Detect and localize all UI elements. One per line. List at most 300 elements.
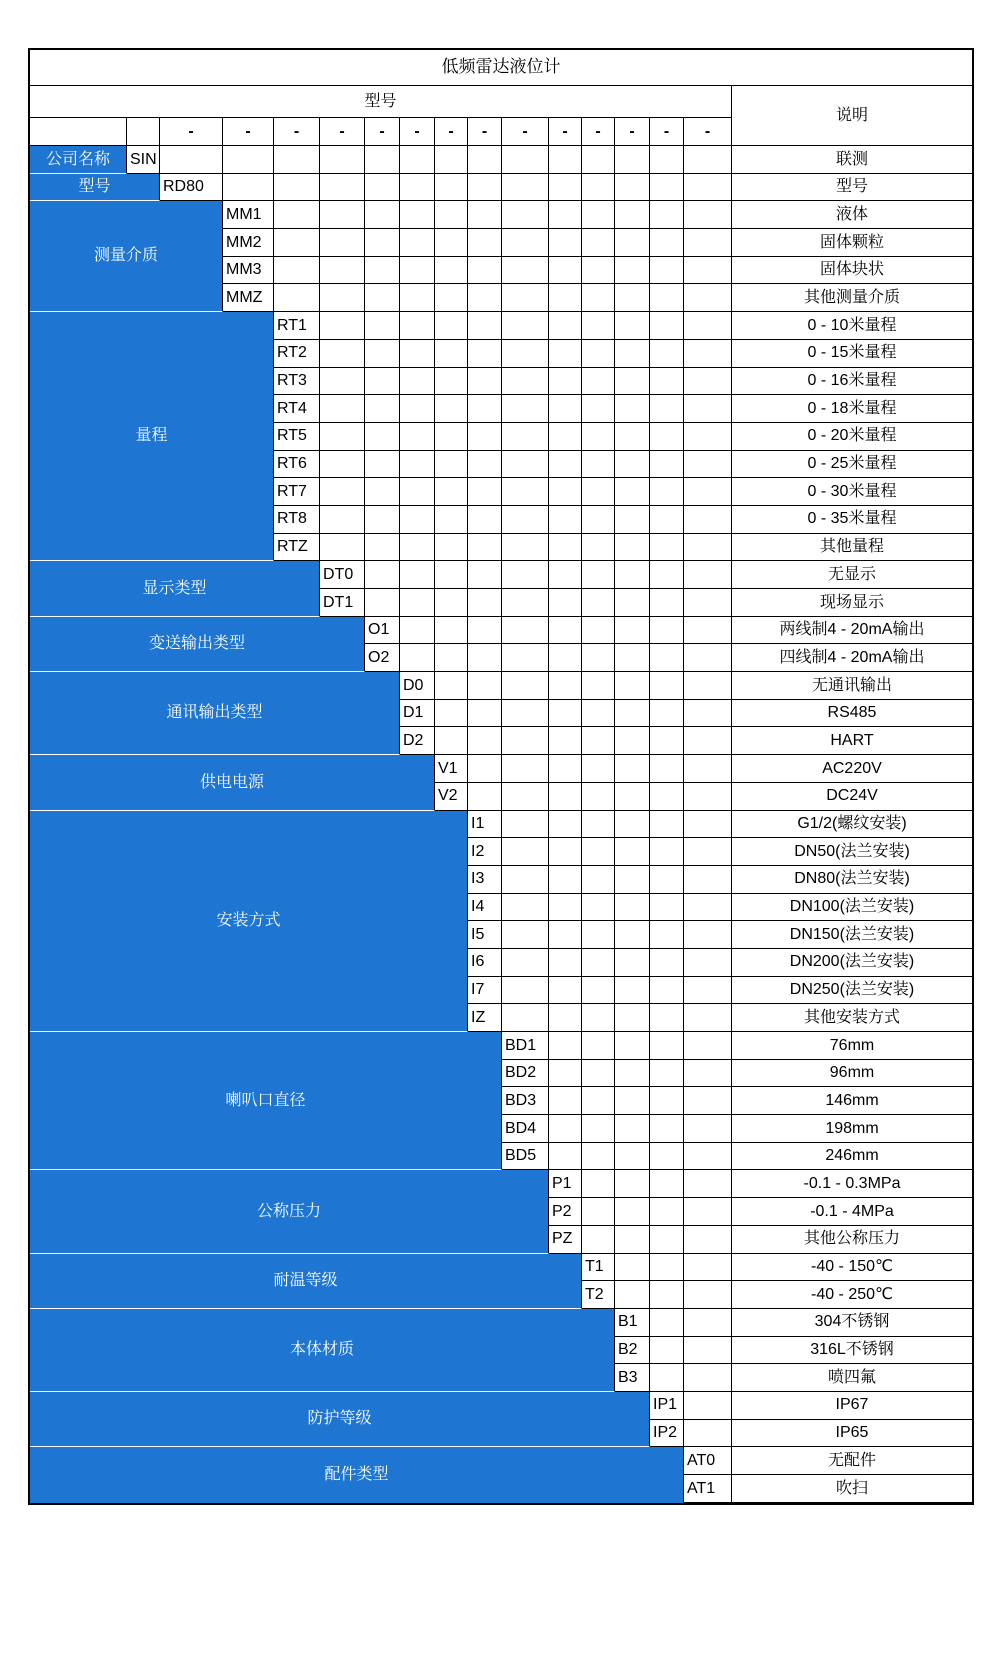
empty-cell bbox=[582, 727, 615, 755]
empty-cell bbox=[615, 1032, 650, 1060]
model-code-dash: - bbox=[582, 118, 615, 146]
empty-cell bbox=[468, 395, 502, 423]
empty-cell bbox=[365, 506, 400, 534]
empty-cell bbox=[468, 284, 502, 312]
empty-cell bbox=[549, 783, 582, 811]
empty-cell bbox=[549, 894, 582, 922]
empty-cell bbox=[365, 174, 400, 202]
empty-cell bbox=[582, 589, 615, 617]
empty-cell bbox=[400, 284, 435, 312]
empty-cell bbox=[549, 1060, 582, 1088]
empty-cell bbox=[549, 755, 582, 783]
empty-cell bbox=[615, 146, 650, 174]
empty-cell bbox=[502, 423, 549, 451]
empty-cell bbox=[650, 340, 684, 368]
description-cell: DN250(法兰安装) bbox=[732, 977, 972, 1005]
description-cell: 0 - 10米量程 bbox=[732, 312, 972, 340]
empty-cell bbox=[502, 478, 549, 506]
empty-cell bbox=[435, 340, 468, 368]
empty-cell bbox=[468, 201, 502, 229]
empty-cell bbox=[435, 451, 468, 479]
empty-cell bbox=[650, 1115, 684, 1143]
description-cell: 0 - 25米量程 bbox=[732, 451, 972, 479]
empty-cell bbox=[684, 921, 732, 949]
empty-cell bbox=[400, 478, 435, 506]
empty-cell bbox=[650, 1198, 684, 1226]
empty-cell bbox=[684, 672, 732, 700]
empty-cell bbox=[650, 1226, 684, 1254]
empty-cell bbox=[468, 589, 502, 617]
empty-cell bbox=[650, 783, 684, 811]
empty-cell bbox=[650, 146, 684, 174]
empty-cell bbox=[684, 1087, 732, 1115]
empty-cell bbox=[684, 700, 732, 728]
empty-cell bbox=[582, 838, 615, 866]
empty-cell bbox=[549, 284, 582, 312]
empty-cell bbox=[615, 1226, 650, 1254]
empty-cell bbox=[684, 783, 732, 811]
empty-cell bbox=[582, 977, 615, 1005]
empty-cell bbox=[650, 1170, 684, 1198]
code-cell: RT5 bbox=[274, 423, 320, 451]
empty-cell bbox=[684, 1198, 732, 1226]
empty-cell bbox=[320, 395, 365, 423]
description-cell: 无通讯输出 bbox=[732, 672, 972, 700]
description-cell: -40 - 250℃ bbox=[732, 1281, 972, 1309]
description-cell: 0 - 35米量程 bbox=[732, 506, 972, 534]
empty-cell bbox=[549, 506, 582, 534]
empty-cell bbox=[320, 257, 365, 285]
empty-cell bbox=[582, 1226, 615, 1254]
description-cell: 两线制4 - 20mA输出 bbox=[732, 617, 972, 645]
empty-cell bbox=[365, 201, 400, 229]
empty-cell bbox=[582, 811, 615, 839]
empty-cell bbox=[582, 1004, 615, 1032]
description-cell: DC24V bbox=[732, 783, 972, 811]
empty-cell bbox=[582, 174, 615, 202]
category-label: 量程 bbox=[30, 312, 274, 561]
empty-cell bbox=[684, 451, 732, 479]
empty-cell bbox=[468, 451, 502, 479]
empty-cell bbox=[615, 1004, 650, 1032]
empty-cell bbox=[468, 174, 502, 202]
empty-cell bbox=[650, 1309, 684, 1337]
empty-cell bbox=[549, 1143, 582, 1171]
code-cell: MM1 bbox=[223, 201, 274, 229]
description-cell: 0 - 15米量程 bbox=[732, 340, 972, 368]
code-cell: D0 bbox=[400, 672, 435, 700]
empty-cell bbox=[650, 589, 684, 617]
code-cell: DT0 bbox=[320, 561, 365, 589]
empty-cell bbox=[502, 755, 549, 783]
empty-cell bbox=[468, 561, 502, 589]
empty-cell bbox=[582, 561, 615, 589]
table-row bbox=[30, 1309, 972, 1337]
code-cell: RT7 bbox=[274, 478, 320, 506]
empty-cell bbox=[549, 1032, 582, 1060]
empty-cell bbox=[615, 894, 650, 922]
empty-cell bbox=[400, 229, 435, 257]
description-cell: 246mm bbox=[732, 1143, 972, 1171]
empty-cell bbox=[549, 617, 582, 645]
description-cell: 喷四氟 bbox=[732, 1364, 972, 1392]
empty-cell bbox=[468, 257, 502, 285]
empty-cell bbox=[468, 700, 502, 728]
empty-cell bbox=[650, 644, 684, 672]
empty-cell bbox=[468, 146, 502, 174]
empty-cell bbox=[615, 340, 650, 368]
empty-cell bbox=[582, 506, 615, 534]
table-row bbox=[30, 755, 972, 783]
empty-cell bbox=[650, 755, 684, 783]
description-column-header: 说明 bbox=[732, 86, 972, 146]
empty-cell bbox=[320, 340, 365, 368]
empty-cell bbox=[615, 977, 650, 1005]
empty-cell bbox=[650, 174, 684, 202]
table-row bbox=[30, 672, 972, 700]
empty-cell bbox=[650, 451, 684, 479]
empty-cell bbox=[400, 257, 435, 285]
empty-cell bbox=[468, 368, 502, 396]
empty-cell bbox=[320, 478, 365, 506]
empty-cell bbox=[582, 257, 615, 285]
empty-cell bbox=[435, 617, 468, 645]
empty-cell bbox=[684, 146, 732, 174]
empty-cell bbox=[468, 229, 502, 257]
category-label: 型号 bbox=[30, 174, 160, 202]
empty-cell bbox=[684, 838, 732, 866]
empty-cell bbox=[502, 921, 549, 949]
empty-cell bbox=[684, 811, 732, 839]
category-label: 显示类型 bbox=[30, 561, 320, 616]
empty-cell bbox=[435, 257, 468, 285]
empty-cell bbox=[684, 561, 732, 589]
description-cell: 四线制4 - 20mA输出 bbox=[732, 644, 972, 672]
empty-cell bbox=[549, 229, 582, 257]
empty-cell bbox=[435, 700, 468, 728]
code-cell: BD3 bbox=[502, 1087, 549, 1115]
empty-cell bbox=[365, 451, 400, 479]
empty-cell bbox=[684, 1337, 732, 1365]
empty-cell bbox=[684, 506, 732, 534]
table-row bbox=[30, 1254, 972, 1282]
empty-cell bbox=[582, 423, 615, 451]
empty-cell bbox=[274, 284, 320, 312]
empty-cell bbox=[549, 534, 582, 562]
model-code-dash: - bbox=[435, 118, 468, 146]
description-cell: 其他量程 bbox=[732, 534, 972, 562]
title-row bbox=[30, 50, 972, 86]
empty-cell bbox=[502, 284, 549, 312]
description-cell: 其他测量介质 bbox=[732, 284, 972, 312]
model-code-dash: - bbox=[365, 118, 400, 146]
empty-cell bbox=[435, 506, 468, 534]
table-row bbox=[30, 561, 972, 589]
model-code-dash: - bbox=[223, 118, 274, 146]
description-cell: 无配件 bbox=[732, 1447, 972, 1475]
code-cell: MM3 bbox=[223, 257, 274, 285]
empty-cell bbox=[615, 284, 650, 312]
empty-cell bbox=[582, 312, 615, 340]
empty-cell bbox=[582, 644, 615, 672]
empty-cell bbox=[615, 534, 650, 562]
empty-cell bbox=[502, 838, 549, 866]
empty-cell bbox=[582, 284, 615, 312]
empty-cell bbox=[549, 700, 582, 728]
code-cell: I2 bbox=[468, 838, 502, 866]
empty-cell bbox=[684, 1420, 732, 1448]
empty-cell bbox=[650, 561, 684, 589]
code-cell: B2 bbox=[615, 1337, 650, 1365]
empty-cell bbox=[650, 1254, 684, 1282]
empty-cell bbox=[650, 1143, 684, 1171]
code-cell: BD1 bbox=[502, 1032, 549, 1060]
empty-cell bbox=[502, 700, 549, 728]
table-row bbox=[30, 1032, 972, 1060]
empty-cell bbox=[320, 284, 365, 312]
code-cell: D1 bbox=[400, 700, 435, 728]
empty-cell bbox=[615, 478, 650, 506]
code-cell: BD4 bbox=[502, 1115, 549, 1143]
empty-cell bbox=[400, 368, 435, 396]
empty-cell bbox=[582, 340, 615, 368]
empty-cell bbox=[684, 1226, 732, 1254]
code-cell: B1 bbox=[615, 1309, 650, 1337]
empty-cell bbox=[502, 672, 549, 700]
empty-cell bbox=[365, 395, 400, 423]
empty-cell bbox=[650, 866, 684, 894]
empty-cell bbox=[502, 174, 549, 202]
empty-cell bbox=[615, 949, 650, 977]
code-cell: P2 bbox=[549, 1198, 582, 1226]
empty-cell bbox=[502, 589, 549, 617]
empty-cell bbox=[684, 1281, 732, 1309]
empty-cell bbox=[615, 561, 650, 589]
table-row bbox=[30, 617, 972, 645]
empty-cell bbox=[365, 423, 400, 451]
table-row bbox=[30, 146, 972, 174]
empty-cell bbox=[502, 894, 549, 922]
empty-cell bbox=[582, 672, 615, 700]
category-label: 测量介质 bbox=[30, 201, 223, 312]
empty-cell bbox=[684, 395, 732, 423]
description-cell: 联测 bbox=[732, 146, 972, 174]
code-cell: DT1 bbox=[320, 589, 365, 617]
empty-cell bbox=[684, 340, 732, 368]
empty-cell bbox=[650, 506, 684, 534]
page-title: 低频雷达液位计 bbox=[30, 50, 972, 86]
empty-cell bbox=[615, 1115, 650, 1143]
empty-cell bbox=[650, 534, 684, 562]
empty-cell bbox=[582, 201, 615, 229]
empty-cell bbox=[400, 644, 435, 672]
code-cell: I1 bbox=[468, 811, 502, 839]
empty-cell bbox=[400, 312, 435, 340]
empty-cell bbox=[615, 838, 650, 866]
empty-cell bbox=[684, 644, 732, 672]
empty-cell bbox=[615, 1143, 650, 1171]
empty-cell bbox=[549, 921, 582, 949]
code-cell: RT4 bbox=[274, 395, 320, 423]
empty-cell bbox=[684, 478, 732, 506]
empty-cell bbox=[365, 257, 400, 285]
description-cell: 146mm bbox=[732, 1087, 972, 1115]
empty-cell bbox=[650, 312, 684, 340]
empty-cell bbox=[582, 1143, 615, 1171]
empty-cell bbox=[502, 644, 549, 672]
code-cell: O2 bbox=[365, 644, 400, 672]
description-cell: 其他安装方式 bbox=[732, 1004, 972, 1032]
model-code-dash: - bbox=[549, 118, 582, 146]
code-cell: MMZ bbox=[223, 284, 274, 312]
empty-cell bbox=[650, 284, 684, 312]
code-cell: B3 bbox=[615, 1364, 650, 1392]
empty-cell bbox=[502, 340, 549, 368]
empty-cell bbox=[468, 672, 502, 700]
empty-cell bbox=[320, 201, 365, 229]
description-cell: 198mm bbox=[732, 1115, 972, 1143]
empty-cell bbox=[650, 1281, 684, 1309]
empty-cell bbox=[549, 949, 582, 977]
empty-cell bbox=[582, 534, 615, 562]
model-code-dash: - bbox=[160, 118, 223, 146]
empty-cell bbox=[549, 561, 582, 589]
empty-cell bbox=[582, 1032, 615, 1060]
empty-cell bbox=[684, 1309, 732, 1337]
empty-cell bbox=[549, 423, 582, 451]
empty-cell bbox=[468, 312, 502, 340]
description-cell: 无显示 bbox=[732, 561, 972, 589]
table-row bbox=[30, 1170, 972, 1198]
empty-cell bbox=[684, 1032, 732, 1060]
empty-cell bbox=[684, 755, 732, 783]
code-cell: AT0 bbox=[684, 1447, 732, 1475]
empty-cell bbox=[684, 201, 732, 229]
model-code-dash: - bbox=[468, 118, 502, 146]
empty-cell bbox=[274, 257, 320, 285]
empty-cell bbox=[582, 700, 615, 728]
empty-cell bbox=[502, 866, 549, 894]
description-cell: -0.1 - 0.3MPa bbox=[732, 1170, 972, 1198]
code-cell: RT6 bbox=[274, 451, 320, 479]
description-cell: 液体 bbox=[732, 201, 972, 229]
empty-cell bbox=[468, 506, 502, 534]
description-cell: 其他公称压力 bbox=[732, 1226, 972, 1254]
empty-cell bbox=[549, 146, 582, 174]
empty-cell bbox=[549, 838, 582, 866]
empty-cell bbox=[615, 1060, 650, 1088]
empty-cell bbox=[365, 368, 400, 396]
empty-cell bbox=[468, 423, 502, 451]
empty-cell bbox=[400, 395, 435, 423]
empty-cell bbox=[582, 1087, 615, 1115]
model-code-dash: - bbox=[650, 118, 684, 146]
empty-cell bbox=[435, 561, 468, 589]
empty-cell bbox=[582, 921, 615, 949]
category-label: 耐温等级 bbox=[30, 1254, 582, 1309]
empty-cell bbox=[582, 368, 615, 396]
empty-cell bbox=[502, 506, 549, 534]
empty-cell bbox=[468, 478, 502, 506]
empty-cell bbox=[615, 423, 650, 451]
code-cell: RT1 bbox=[274, 312, 320, 340]
empty-cell bbox=[502, 727, 549, 755]
empty-cell bbox=[435, 284, 468, 312]
empty-cell bbox=[684, 617, 732, 645]
empty-cell bbox=[365, 284, 400, 312]
empty-cell bbox=[615, 451, 650, 479]
description-cell: -0.1 - 4MPa bbox=[732, 1198, 972, 1226]
category-label: 供电电源 bbox=[30, 755, 435, 810]
model-selection-table bbox=[28, 48, 974, 1505]
table-row bbox=[30, 1447, 972, 1475]
code-cell: I6 bbox=[468, 949, 502, 977]
description-cell: 固体块状 bbox=[732, 257, 972, 285]
empty-cell bbox=[400, 451, 435, 479]
empty-cell bbox=[549, 174, 582, 202]
description-cell: RS485 bbox=[732, 700, 972, 728]
empty-cell bbox=[684, 1143, 732, 1171]
empty-cell bbox=[650, 1060, 684, 1088]
empty-cell bbox=[365, 478, 400, 506]
empty-cell bbox=[400, 146, 435, 174]
code-cell: O1 bbox=[365, 617, 400, 645]
empty-cell bbox=[582, 395, 615, 423]
empty-cell bbox=[502, 534, 549, 562]
description-cell: -40 - 150℃ bbox=[732, 1254, 972, 1282]
category-label: 安装方式 bbox=[30, 811, 468, 1033]
empty-cell bbox=[684, 312, 732, 340]
code-cell: I3 bbox=[468, 866, 502, 894]
empty-cell bbox=[650, 1337, 684, 1365]
empty-cell bbox=[684, 1004, 732, 1032]
description-cell: 316L不锈钢 bbox=[732, 1337, 972, 1365]
description-cell: HART bbox=[732, 727, 972, 755]
empty-cell bbox=[615, 755, 650, 783]
empty-cell bbox=[650, 1004, 684, 1032]
empty-cell bbox=[582, 1170, 615, 1198]
empty-cell bbox=[582, 866, 615, 894]
empty-cell bbox=[615, 921, 650, 949]
empty-cell bbox=[549, 977, 582, 1005]
empty-cell bbox=[400, 506, 435, 534]
description-cell: 304不锈钢 bbox=[732, 1309, 972, 1337]
empty-cell bbox=[320, 229, 365, 257]
code-cell: IP1 bbox=[650, 1392, 684, 1420]
empty-cell bbox=[400, 534, 435, 562]
empty-cell bbox=[615, 1198, 650, 1226]
empty-cell bbox=[320, 368, 365, 396]
code-cell: V1 bbox=[435, 755, 468, 783]
empty-cell bbox=[650, 201, 684, 229]
empty-cell bbox=[549, 340, 582, 368]
description-cell: IP67 bbox=[732, 1392, 972, 1420]
table-row bbox=[30, 312, 972, 340]
empty-cell bbox=[365, 312, 400, 340]
empty-cell bbox=[435, 672, 468, 700]
empty-cell bbox=[400, 423, 435, 451]
empty-cell bbox=[615, 866, 650, 894]
empty-cell bbox=[549, 866, 582, 894]
empty-cell bbox=[365, 146, 400, 174]
code-cell: RT2 bbox=[274, 340, 320, 368]
table-row bbox=[30, 174, 972, 202]
model-code-dash: - bbox=[274, 118, 320, 146]
empty-cell bbox=[684, 257, 732, 285]
empty-cell bbox=[549, 395, 582, 423]
empty-cell bbox=[160, 146, 223, 174]
empty-cell bbox=[435, 589, 468, 617]
